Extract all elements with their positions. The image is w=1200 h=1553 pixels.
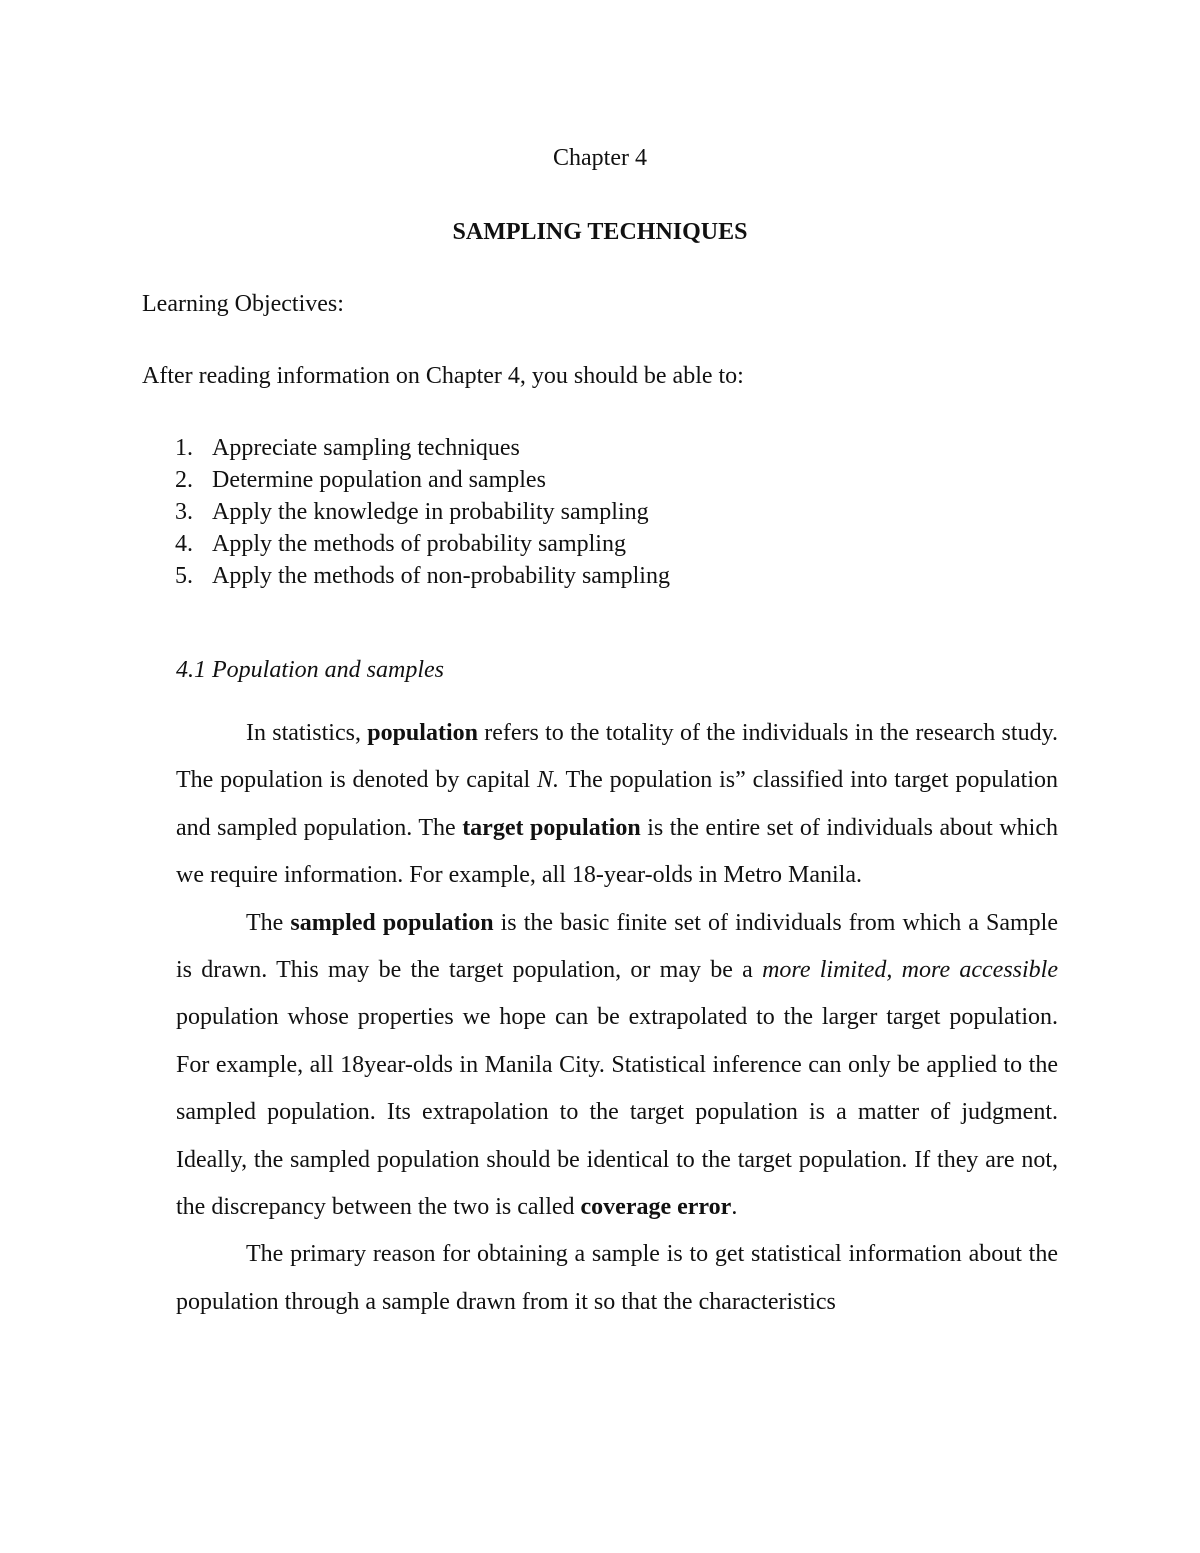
symbol-capital-n: N. bbox=[537, 767, 560, 794]
list-item-text: Apply the methods of non-probability sampling bbox=[212, 563, 670, 589]
term-coverage-error: coverage error bbox=[580, 1194, 732, 1221]
body-text bbox=[176, 710, 1058, 1326]
list-item-text: Determine population and samples bbox=[212, 467, 546, 493]
text-run: is the basic finite set of individuals from which a Sample is drawn. This may be the target population, or may be a bbox=[176, 909, 1058, 984]
text-run: is the entire set of individuals about which we require information. For example, all 18-year-olds in Metro Manila. bbox=[176, 814, 1058, 889]
text-run: In statistics, bbox=[246, 720, 368, 746]
text-run: The bbox=[246, 909, 291, 936]
text-run: The primary reason for obtaining a sample is to get statistical information about the population through a sample drawn from it so that the characteristics bbox=[176, 1241, 1058, 1315]
list-item bbox=[142, 528, 670, 560]
paragraph-sample-reason bbox=[176, 1231, 1058, 1326]
section-heading: 4.1 Population and samples bbox=[176, 657, 444, 683]
term-population: population bbox=[367, 720, 478, 746]
paragraph-sampled-population bbox=[176, 900, 1058, 1232]
text-run: refers to the totality of the individuals in the research study. The population is denoted by capital bbox=[176, 720, 1059, 794]
emphasis-limited-accessible: more limited, more accessible bbox=[762, 957, 1058, 984]
page-title: SAMPLING TECHNIQUES bbox=[452, 219, 748, 245]
text-run: population whose properties we hope can be extrapolated to the larger target population. For example, all 18year-olds in Manila City. Statistical inference can only be applied to the sampled population. Its extrapolation to the target population is a matter of judgment. Ideally, the sampled population should be identical to the target population. If they are not, the discrepancy between the two is called bbox=[176, 1004, 1058, 1221]
list-item-number: 1. bbox=[175, 435, 193, 461]
learning-objectives-heading: Learning Objectives: bbox=[142, 291, 344, 317]
list-item bbox=[142, 464, 670, 496]
list-item bbox=[142, 560, 670, 592]
paragraph-population bbox=[176, 710, 1058, 900]
text-run: The population is” classified into target population and sampled population. The bbox=[176, 767, 1058, 841]
text-run: . bbox=[731, 1194, 738, 1221]
list-item bbox=[142, 496, 670, 528]
term-sampled-population: sampled population bbox=[290, 909, 494, 936]
chapter-label: Chapter 4 bbox=[553, 145, 647, 171]
list-item-text: Apply the methods of probability sampling bbox=[212, 531, 626, 557]
list-item-number: 4. bbox=[175, 531, 193, 557]
list-item-number: 5. bbox=[175, 563, 193, 589]
objectives-intro: After reading information on Chapter 4, you should be able to: bbox=[142, 363, 744, 389]
list-item-text: Appreciate sampling techniques bbox=[212, 435, 520, 461]
list-item-number: 2. bbox=[175, 467, 193, 493]
term-target-population: target population bbox=[462, 814, 641, 841]
list-item bbox=[142, 432, 670, 464]
list-item-number: 3. bbox=[175, 499, 193, 525]
objectives-list bbox=[142, 432, 670, 592]
list-item-text: Apply the knowledge in probability sampling bbox=[212, 499, 649, 525]
